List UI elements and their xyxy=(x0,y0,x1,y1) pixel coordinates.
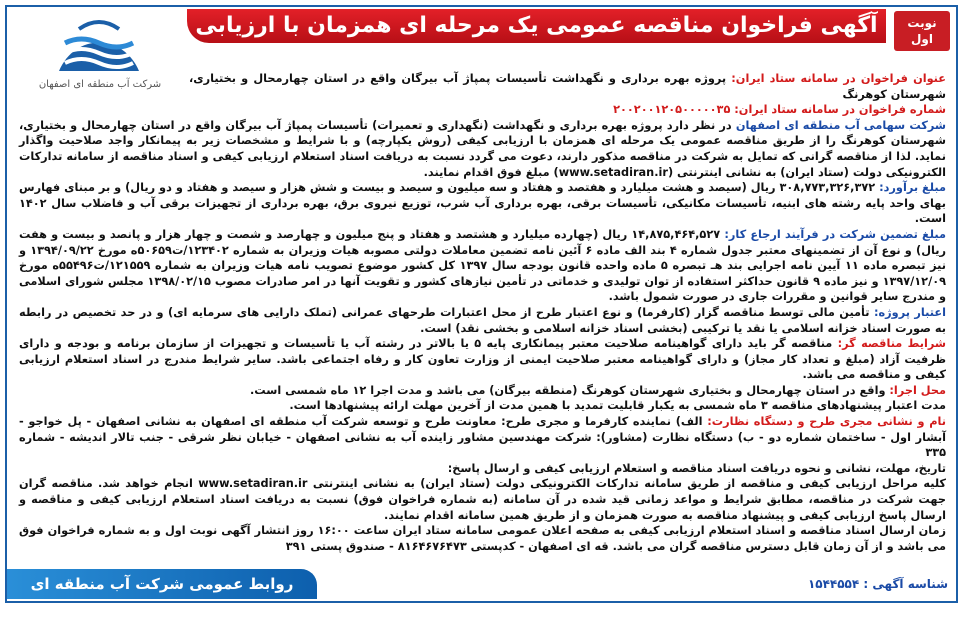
location-text: واقع در استان چهارمحال و بختیاری شهرستان کوهرنگ (منطقه بیرگان) می باشد و مدت اجرا ۱۲ ماه شمسی است. xyxy=(249,383,890,397)
round-value: اول xyxy=(911,32,933,46)
timing-text: زمان ارسال اسناد مناقصه و اسناد استعلام ارزیابی کیفی به صفحه اعلان عمومی سامانه ستاد ایران ساعت ۱۶:۰۰ روز انتشار آگهی نوبت اول و به شماره فراخوان فوق می باشد و از آن زمان قابل دسترس مناقصه گران می باشد. قه ای اصفهان - کدپستی ۸۱۶۴۶۷۶۴۷۳ - صندوق پستی ۳۹۱ xyxy=(19,524,946,553)
tender-number-value: ۲۰۰۲۰۰۱۲۰۵۰۰۰۰۰۳۵ xyxy=(613,103,735,117)
supervisor-label: نام و نشانی مجری طرح و دستگاه نظارت: xyxy=(707,415,946,429)
supervisor-text: الف) نماینده کارفرما و مجری طرح: معاونت طرح و توسعه شرکت آب منطقه ای اصفهان به نشانی اصفهان - پل خواجو - آبشار اول - ساختمان شماره دو - ب) دستگاه نظارت (مشاور): شرکت مهندسین مشاور زاینده آب به نشانی اصفهان - خیابان نظر شرقی - جنب تالار اندیشه - شماره ۳۳۵ xyxy=(19,415,946,460)
paragraph-intro xyxy=(19,118,946,180)
estimate-label: مبلغ برآورد: xyxy=(879,181,946,195)
funding-text: تأمین مالی توسط مناقصه گزار (کارفرما) و نوع اعتبار طرح از محل اعتبارات طرحهای عمرانی (تملک دارایی های سرمایه ای) و در حد تخصیص در رابطه به صورت اسناد خزانه اسلامی یا نقد یا ترکیبی (بخشی اسناد خزانه اسلامی و بخشی نقد) است. xyxy=(19,305,946,335)
paragraph-title xyxy=(189,71,946,102)
paragraph-supervisor xyxy=(19,414,946,461)
tender-number-label: شماره فراخوان در سامانه ستاد ایران: xyxy=(734,103,946,117)
paragraph-conditions xyxy=(19,336,946,383)
paragraph-guarantee xyxy=(19,227,946,305)
ad-id-value: ۱۵۴۴۵۵۴ xyxy=(807,577,860,591)
funding-label: اعتبار پروژه: xyxy=(873,305,946,319)
logo-caption: شرکت آب منطقه ای اصفهان xyxy=(38,79,162,90)
guarantee-label: مبلغ تضمین شرکت در فرآیند ارجاع کار: xyxy=(724,227,946,241)
validity-text: مدت اعتبار پیشنهادهای مناقصه ۳ ماه شمسی به یکبار قابلیت تمدید با همین مدت از آخرین مهلت ارائه پیشنهادها است. xyxy=(289,399,946,413)
paragraph-estimate xyxy=(19,180,946,227)
paragraph-validity xyxy=(19,398,946,414)
paragraph-procedure xyxy=(19,476,946,523)
paragraph-tender-number xyxy=(189,102,946,118)
ad-body xyxy=(19,71,946,554)
paragraph-timing xyxy=(19,523,946,554)
schedule-heading: تاریخ، مهلت، نشانی و نحوه دریافت اسناد مناقصه و استعلام ارزیابی کیفی و ارسال پاسخ: xyxy=(447,461,946,475)
location-label: محل اجرا: xyxy=(889,383,946,397)
public-relations-banner: روابط عمومی شرکت آب منطقه ای اصفهان xyxy=(7,569,317,599)
page-title: آگهی فراخوان مناقصه عمومی یک مرحله ای همزمان با ارزیابی کیفی (روش یکپارچه) xyxy=(187,9,886,43)
advertisement-page xyxy=(5,5,958,623)
paragraph-schedule-heading xyxy=(19,461,946,477)
title-label: عنوان فراخوان در سامانه ستاد ایران: xyxy=(731,72,946,85)
procedure-text: کلیه مراحل ارزیابی کیفی و مناقصه از طریق سامانه تدارکات الکترونیکی دولت (ستاد ایران) به نشانی اینترنتی www.setadiran.ir انجام خواهد شد. مناقصه گران جهت شرکت در مناقصه، مطابق شرایط و مواعد زمانی قید شده در آن سامانه (به شماره فراخوان فوق) نسبت به دریافت اسناد استعلام ارزیابی کیفی و مناقصه و ارسال پاسخ ارزیابی کیفی و پیشنهاد مناقصه به صورت همزمان و از طریق همین سامانه اقدام نمایند. xyxy=(19,477,946,522)
water-logo-icon xyxy=(55,13,143,75)
round-label: نوبت xyxy=(907,16,937,30)
paragraph-location xyxy=(19,383,946,399)
conditions-label: شرایط مناقصه گر: xyxy=(837,337,946,351)
ad-id-label: شناسه آگهی : xyxy=(863,577,948,591)
title-text: پروژه بهره برداری و نگهداشت تأسیسات پمپاژ آب بیرگان واقع در استان چهارمحال و بختیاری، شهرستان کوهرنگ xyxy=(189,72,946,101)
guarantee-text: ۱۴,۸۷۵,۴۶۴,۵۲۷ ریال (چهارده میلیارد و هشتصد و هفتاد و پنج میلیون و چهارصد و شصت و چهار هزار و پانصد و بیست و هفت ریال) و نوع آن از تضمینهای معتبر جدول شماره ۴ بند الف ماده ۶ آئین نامه تضمین معاملات دولتی مصوبه هیات وزیران به شماره ۱۲۳۴۰۲/ت۵۰۶۵۹ه مورخ ۱۳۹۴/۰۹/۲۲ و نیز تبصره ماده ۱۱ آیین نامه اجرایی بند هـ تبصره ۵ ماده واحده قانون بودجه سال ۱۳۹۷ کل کشور موضوع تصویب نامه هیات وزیران به شماره ۱۲۱۵۵۹/ت۵۵۴۹۶ه مورخ ۱۳۹۷/۱۲/۰۹ و نیز ماده ۹ قانون حداکثر استفاده از توان تولیدی و خدماتی در تأمین نیازهای کشور و تقویت آنها در امر صادرات مصوب ۱۳۹۸/۰۲/۱۵ مجلس شورای اسلامی و مندرج سایر قوانین و مقررات جاری در صورت شمول باشد. xyxy=(19,227,946,304)
conditions-text: مناقصه گر باید دارای گواهینامه صلاحیت معتبر پیمانکاری پایه ۵ یا بالاتر در رشته آب یا تأسیسات و تجهیزات از سازمان برنامه و بودجه و دارای ظرفیت آزاد (مبلغ و تعداد کار مجاز) و دارای گواهینامه معتبر صلاحیت ایمنی از وزارت تعاون کار و رفاه اجتماعی باشد. سایر شرایط مندرج در اسناد استعلام ارزیابی کیفی و مناقصه می باشد. xyxy=(19,337,946,382)
intro-text: در نظر دارد پروژه بهره برداری و نگهداشت (نگهداری و تعمیرات) تأسیسات پمپاژ آب بیرگان واقع در استان چهارمحال و بختیاری، شهرستان کوهرنگ را از طریق مناقصه عمومی یک مرحله ای همزمان با ارزیابی کیفی (روش یکپارچه) و با شرایط و مشخصات زیر به پیمانکار واجد صلاحیت واگذار نماید. لذا از مناقصه گرانی که تمایل به شرکت در مناقصه مذکور دارند، دعوت می گردد نسبت به دریافت اسناد استعلام ارزیابی کیفی و اسناد مناقصه از سامانه تدارکات الکترونیکی دولت (ستاد ایران) به نشانی اینترنتی (www.setadiran.ir) مبلغ فوق اقدام نمایند. xyxy=(19,118,946,179)
paragraph-funding xyxy=(19,305,946,336)
company-name: شرکت سهامی آب منطقه ای اصفهان xyxy=(735,118,946,132)
estimate-text: ۳۰۸,۷۷۳,۳۲۶,۳۷۲ ریال (سیصد و هشت میلیارد و هفتصد و هفتاد و سه میلیون و سیصد و بیست و شش هزار و سیصد و هفتاد و دو ریال) و بر مبنای فهارس بهای واحد پایه رشته های ابنیه، تأسیسات مکانیکی، تأسیسات برقی، بهره برداری آب شرب، توزیع نیروی برق، بهره برداری از تجهیزات برقی آب و فاضلاب سال ۱۴۰۲ است. xyxy=(19,181,946,226)
ad-id xyxy=(808,577,948,591)
round-badge xyxy=(894,11,950,51)
